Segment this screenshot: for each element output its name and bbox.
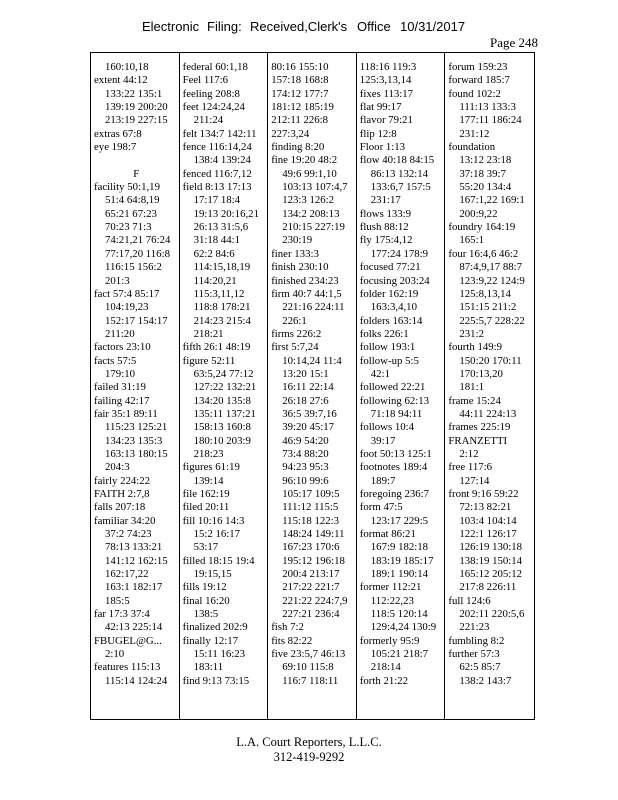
index-page-refs: 116:7 118:11: [282, 674, 339, 687]
index-page-refs: 150:20 170:11: [459, 354, 522, 367]
index-page-refs: 195:12 196:18: [282, 554, 345, 567]
index-page-refs: 39:17: [370, 434, 396, 447]
index-page-refs: 103:13 107:4,7: [282, 181, 348, 194]
index-page-refs: 217:8 226:11: [459, 581, 517, 594]
index-entry: frames 225:19: [448, 421, 511, 434]
index-page-refs: 37:18 39:7: [459, 167, 506, 180]
index-entry: 227:3,24: [271, 127, 310, 140]
index-entry: free 117:6: [448, 461, 493, 474]
index-entry: flat 99:17: [359, 101, 402, 114]
index-page-refs: 26:18 27:6: [282, 394, 329, 407]
index-page-refs: 210:15 227:19: [282, 221, 345, 234]
index-entry: feeling 208:8: [182, 87, 240, 100]
index-entry: Floor 1:13: [359, 141, 406, 154]
index-entry: forth 21:22: [359, 674, 409, 687]
index-entry: facts 57:5: [94, 354, 137, 367]
index-page-refs: 133:22 135:1: [105, 87, 163, 100]
index-entry: focusing 203:24: [359, 274, 430, 287]
index-page-refs: 179:10: [105, 367, 135, 380]
word-index-table: [90, 52, 535, 720]
index-page-refs: 122:1 126:17: [459, 528, 517, 541]
index-page-refs: 221:16 224:11: [282, 301, 345, 314]
index-page-refs: 211:24: [193, 114, 224, 127]
index-page-refs: 218:23: [193, 447, 224, 460]
index-entry: extent 44:12: [94, 74, 148, 87]
index-page-refs: 126:19 130:18: [459, 541, 523, 554]
index-entry: eye 198:7: [94, 141, 137, 154]
index-page-refs: 125:8,13,14: [459, 287, 511, 300]
index-page-refs: 218:14: [370, 661, 401, 674]
index-page-refs: 134:23 135:3: [105, 434, 163, 447]
index-entry: foregoing 236:7: [359, 488, 430, 500]
index-column-1: [91, 53, 180, 719]
index-page-refs: 13:20 15:1: [282, 367, 329, 380]
index-entry: FBUGEL@G...: [94, 634, 162, 647]
index-entry: front 9:16 59:22: [448, 488, 519, 500]
index-column-3: [268, 53, 357, 719]
index-entry: forum 159:23: [448, 61, 508, 73]
index-page-refs: 2:10: [105, 648, 125, 661]
index-entry: found 102:2: [448, 87, 501, 100]
index-entry: further 57:3: [448, 648, 500, 661]
index-page-refs: 63:5,24 77:12: [193, 367, 254, 380]
index-entry: finalized 202:9: [182, 621, 248, 634]
index-entry: formerly 95:9: [359, 634, 420, 647]
index-entry: fifth 26:1 48:19: [182, 341, 251, 354]
index-page-refs: 127:14: [459, 474, 490, 487]
index-page-refs: 36:5 39:7,16: [282, 407, 337, 420]
index-entry: finally 12:17: [182, 634, 239, 647]
index-page-refs: 225:5,7 228:22: [459, 314, 525, 327]
index-page-refs: 134:2 208:13: [282, 207, 340, 220]
index-entry: far 17:3 37:4: [94, 608, 150, 621]
index-page-refs: 204:3: [105, 461, 130, 474]
index-entry: felt 134:7 142:11: [182, 127, 257, 140]
index-page-refs: 231:2: [459, 327, 484, 340]
index-entry: footnotes 189:4: [359, 461, 428, 474]
index-page-refs: 167:9 182:18: [370, 541, 429, 554]
index-page-refs: 183:19 185:17: [370, 554, 434, 567]
index-page-refs: 138:19 150:14: [459, 554, 523, 567]
index-page-refs: 202:11 220:5,6: [459, 608, 525, 621]
index-page-refs: 65:21 67:23: [105, 207, 157, 220]
index-page-refs: 138:2 143:7: [459, 674, 512, 687]
index-entry: fixes 113:17: [359, 87, 414, 100]
index-page-refs: 152:17 154:17: [105, 314, 168, 327]
index-entry: follow-up 5:5: [359, 354, 419, 367]
index-page-refs: 31:18 44:1: [193, 234, 241, 247]
index-page-refs: 170:13,20: [459, 367, 503, 380]
index-page-refs: 133:6,7 157:5: [370, 181, 431, 194]
index-entry: F: [133, 167, 140, 180]
index-page-refs: 105:21 218:7: [370, 648, 429, 661]
index-entry: former 112:21: [359, 581, 422, 594]
index-page-refs: 13:12 23:18: [459, 154, 512, 167]
index-page-refs: 185:5: [105, 594, 130, 607]
index-page-refs: 115:3,11,12: [193, 287, 245, 300]
header-received: Received,Clerk's: [250, 19, 348, 34]
index-entry: firms 226:2: [271, 327, 322, 340]
index-page-refs: 115:18 122:3: [282, 514, 340, 527]
index-page-refs: 16:11 22:14: [282, 381, 334, 394]
index-entry: 125:3,13,14: [359, 74, 412, 87]
index-page-refs: 162:17,22: [105, 568, 149, 581]
index-entry: folder 162:19: [359, 287, 419, 300]
index-page-refs: 180:10 203:9: [193, 434, 251, 447]
index-page-refs: 114:20,21: [193, 274, 237, 287]
index-entry: follows 10:4: [359, 421, 415, 434]
index-page-refs: 111:13 133:3: [459, 101, 516, 114]
index-entry: foot 50:13 125:1: [359, 447, 432, 460]
index-page-refs: 165:1: [459, 234, 484, 247]
index-entry: fly 175:4,12: [359, 234, 413, 247]
index-entry: features 115:13: [94, 661, 161, 674]
index-page-refs: 111:12 115:5: [282, 501, 339, 514]
index-page-refs: 105:17 109:5: [282, 488, 340, 500]
index-page-refs: 217:22 221:7: [282, 581, 340, 594]
index-page-refs: 135:11 137:21: [193, 407, 256, 420]
index-page-refs: 10:14,24 11:4: [282, 354, 342, 367]
index-page-refs: 214:23 215:4: [193, 314, 251, 327]
index-page-refs: 177:11 186:24: [459, 114, 522, 127]
index-page-refs: 139:19 200:20: [105, 101, 168, 114]
index-page-refs: 19:15,15: [193, 568, 232, 581]
index-entry: following 62:13: [359, 394, 430, 407]
index-entry: federal 60:1,18: [182, 61, 248, 73]
index-entry: full 124:6: [448, 594, 491, 607]
index-entry: factors 23:10: [94, 341, 151, 354]
index-entry: flow 40:18 84:15: [359, 154, 435, 167]
index-entry: failing 42:17: [94, 394, 150, 407]
page-number: Page 248: [489, 35, 538, 50]
index-page-refs: 42:13 225:14: [105, 621, 163, 634]
index-entry: 80:16 155:10: [271, 61, 329, 73]
index-page-refs: 181:1: [459, 381, 484, 394]
index-page-refs: 70:23 71:3: [105, 221, 152, 234]
index-entry: fish 7:2: [271, 621, 304, 634]
index-page-refs: 44:11 224:13: [459, 407, 517, 420]
index-page-refs: 42:1: [370, 367, 390, 380]
index-page-refs: 167:1,22 169:1: [459, 194, 525, 207]
index-page-refs: 115:23 125:21: [105, 421, 168, 434]
index-page-refs: 227:21 236:4: [282, 608, 340, 621]
index-page-refs: 138:4 139:24: [193, 154, 251, 167]
index-entry: finding 8:20: [271, 141, 325, 154]
index-entry: foundry 164:19: [448, 221, 516, 234]
index-page-refs: 53:17: [193, 541, 219, 554]
index-page-refs: 94:23 95:3: [282, 461, 329, 474]
index-page-refs: 96:10 99:6: [282, 474, 329, 487]
index-entry: FRANZETTI: [448, 434, 508, 447]
index-entry: followed 22:21: [359, 381, 426, 394]
index-entry: fenced 116:7,12: [182, 167, 252, 180]
index-page-refs: 200:4 213:17: [282, 568, 340, 581]
index-entry: feet 124:24,24: [182, 101, 245, 114]
index-entry: flavor 79:21: [359, 114, 413, 127]
index-entry: fact 57:4 85:17: [94, 287, 160, 300]
index-page-refs: 189:7: [370, 474, 396, 487]
index-entry: flows 133:9: [359, 207, 412, 220]
index-entry: familiar 34:20: [94, 514, 156, 527]
index-entry: 118:16 119:3: [359, 61, 417, 73]
index-column-5: [445, 53, 534, 719]
index-entry: finer 133:3: [271, 247, 319, 260]
index-page-refs: 73:4 88:20: [282, 447, 329, 460]
index-page-refs: 17:17 18:4: [193, 194, 241, 207]
index-page-refs: 163:13 180:15: [105, 447, 168, 460]
index-entry: facility 50:1,19: [94, 181, 160, 194]
index-entry: failed 31:19: [94, 381, 146, 394]
index-page-refs: 230:19: [282, 234, 313, 247]
index-entry: filed 20:11: [182, 501, 230, 514]
index-entry: figures 61:19: [182, 461, 240, 474]
index-page-refs: 151:15 211:2: [459, 301, 517, 314]
index-entry: fairly 224:22: [94, 474, 151, 487]
index-page-refs: 183:11: [193, 661, 224, 674]
index-entry: flush 88:12: [359, 221, 409, 234]
index-page-refs: 163:1 182:17: [105, 581, 163, 594]
index-page-refs: 74:21,21 76:24: [105, 234, 171, 247]
index-page-refs: 218:21: [193, 327, 224, 340]
index-entry: form 47:5: [359, 501, 403, 514]
index-entry: Feel 117:6: [182, 74, 229, 87]
index-entry: folders 163:14: [359, 314, 423, 327]
index-page-refs: 71:18 94:11: [370, 407, 423, 420]
index-page-refs: 69:10 115:8: [282, 661, 334, 674]
index-entry: fills 19:12: [182, 581, 227, 594]
index-page-refs: 201:3: [105, 274, 130, 287]
index-page-refs: 49:6 99:1,10: [282, 167, 337, 180]
index-entry: finished 234:23: [271, 274, 339, 287]
index-page-refs: 62:5 85:7: [459, 661, 501, 674]
index-entry: file 162:19: [182, 488, 230, 500]
index-entry: fence 116:14,24: [182, 141, 252, 154]
index-page-refs: 231:12: [459, 127, 490, 140]
index-entry: fits 82:22: [271, 634, 313, 647]
index-page-refs: 103:4 104:14: [459, 514, 517, 527]
index-page-refs: 226:1: [282, 314, 307, 327]
footer-company: L.A. Court Reporters, L.L.C.: [236, 735, 382, 749]
index-page-refs: 2:12: [459, 447, 479, 460]
index-page-refs: 221:22 224:7,9: [282, 594, 348, 607]
index-page-refs: 72:13 82:21: [459, 501, 512, 514]
index-page-refs: 158:13 160:8: [193, 421, 251, 434]
index-page-refs: 167:23 170:6: [282, 541, 340, 554]
index-page-refs: 51:4 64:8,19: [105, 194, 160, 207]
index-page-refs: 189:1 190:14: [370, 568, 429, 581]
index-page-refs: 231:17: [370, 194, 401, 207]
index-page-refs: 163:3,4,10: [370, 301, 417, 314]
index-entry: [94, 154, 179, 167]
index-page-refs: 39:20 45:17: [282, 421, 335, 434]
index-page-refs: 148:24 149:11: [282, 528, 345, 541]
index-page-refs: 138:5: [193, 608, 219, 621]
index-page-refs: 160:10,18: [105, 61, 149, 73]
index-page-refs: 118:5 120:14: [370, 608, 428, 621]
index-page-refs: 86:13 132:14: [370, 167, 429, 180]
index-entry: format 86:21: [359, 528, 416, 541]
index-page-refs: 134:20 135:8: [193, 394, 251, 407]
header-electronic: Electronic: [142, 19, 200, 34]
index-entry: flip 12:8: [359, 127, 397, 140]
index-entry: frame 15:24: [448, 394, 501, 407]
header-date: 10/31/2017: [400, 19, 466, 34]
index-entry: fumbling 8:2: [448, 634, 505, 647]
index-page-refs: 37:2 74:23: [105, 528, 152, 541]
index-entry: figure 52:11: [182, 354, 236, 367]
index-entry: FAITH 2:7,8: [94, 488, 150, 500]
footer-phone: 312-419-9292: [273, 750, 345, 764]
index-entry: folks 226:1: [359, 327, 409, 340]
index-page-refs: 26:13 31:5,6: [193, 221, 249, 234]
index-entry: foundation: [448, 141, 496, 154]
index-page-refs: 19:13 20:16,21: [193, 207, 259, 220]
index-page-refs: 118:8 178:21: [193, 301, 251, 314]
index-entry: filled 18:15 19:4: [182, 554, 255, 567]
index-page-refs: 116:15 156:2: [105, 261, 162, 274]
index-entry: 157:18 168:8: [271, 74, 329, 87]
index-entry: forward 185:7: [448, 74, 510, 87]
index-entry: first 5:7,24: [271, 341, 319, 354]
index-entry: four 16:4,6 46:2: [448, 247, 519, 260]
index-page-refs: 46:9 54:20: [282, 434, 329, 447]
index-page-refs: 177:24 178:9: [370, 247, 429, 260]
index-entry: firm 40:7 44:1,5: [271, 287, 342, 300]
index-page-refs: 87:4,9,17 88:7: [459, 261, 523, 274]
header-office: Office: [357, 19, 391, 34]
index-entry: falls 207:18: [94, 501, 146, 514]
index-entry: field 8:13 17:13: [182, 181, 252, 194]
index-page-refs: 200:9,22: [459, 207, 498, 220]
index-page-refs: 15:2 16:17: [193, 528, 241, 541]
index-entry: 181:12 185:19: [271, 101, 334, 114]
index-page-refs: 127:22 132:21: [193, 381, 257, 394]
index-page-refs: 77:17,20 116:8: [105, 247, 170, 260]
index-page-refs: 62:2 84:6: [193, 247, 235, 260]
index-entry: focused 77:21: [359, 261, 421, 274]
index-page-refs: 129:4,24 130:9: [370, 621, 437, 634]
index-entry: fill 10:16 14:3: [182, 514, 245, 527]
index-page-refs: 139:14: [193, 474, 224, 487]
index-column-2: [180, 53, 269, 719]
index-page-refs: 78:13 133:21: [105, 541, 163, 554]
index-page-refs: 165:12 205:12: [459, 568, 523, 581]
index-entry: extras 67:8: [94, 127, 142, 140]
index-page-refs: 123:9,22 124:9: [459, 274, 525, 287]
index-entry: 212:11 226:8: [271, 114, 329, 127]
index-page-refs: 55:20 134:4: [459, 181, 512, 194]
index-entry: finish 230:10: [271, 261, 329, 274]
index-entry: final 16:20: [182, 594, 230, 607]
index-page-refs: 141:12 162:15: [105, 554, 168, 567]
index-page-refs: 123:3 126:2: [282, 194, 335, 207]
index-entry: fine 19:20 48:2: [271, 154, 338, 167]
index-page-refs: 104:19,23: [105, 301, 149, 314]
index-page-refs: 115:14 124:24: [105, 674, 168, 687]
index-entry: find 9:13 73:15: [182, 674, 250, 687]
index-entry: fourth 149:9: [448, 341, 503, 354]
header-filing: Filing:: [207, 19, 242, 34]
index-page-refs: 221:23: [459, 621, 490, 634]
index-entry: fair 35:1 89:11: [94, 407, 158, 420]
index-entry: five 23:5,7 46:13: [271, 648, 346, 661]
index-page-refs: 15:11 16:23: [193, 648, 246, 661]
index-page-refs: 114:15,18,19: [193, 261, 251, 274]
index-page-refs: 213:19 227:15: [105, 114, 168, 127]
index-column-4: [357, 53, 446, 719]
index-entry: follow 193:1: [359, 341, 416, 354]
index-page-refs: 112:22,23: [370, 594, 414, 607]
index-page-refs: 211:20: [105, 327, 135, 340]
index-entry: 174:12 177:7: [271, 87, 329, 100]
index-page-refs: 123:17 229:5: [370, 514, 429, 527]
